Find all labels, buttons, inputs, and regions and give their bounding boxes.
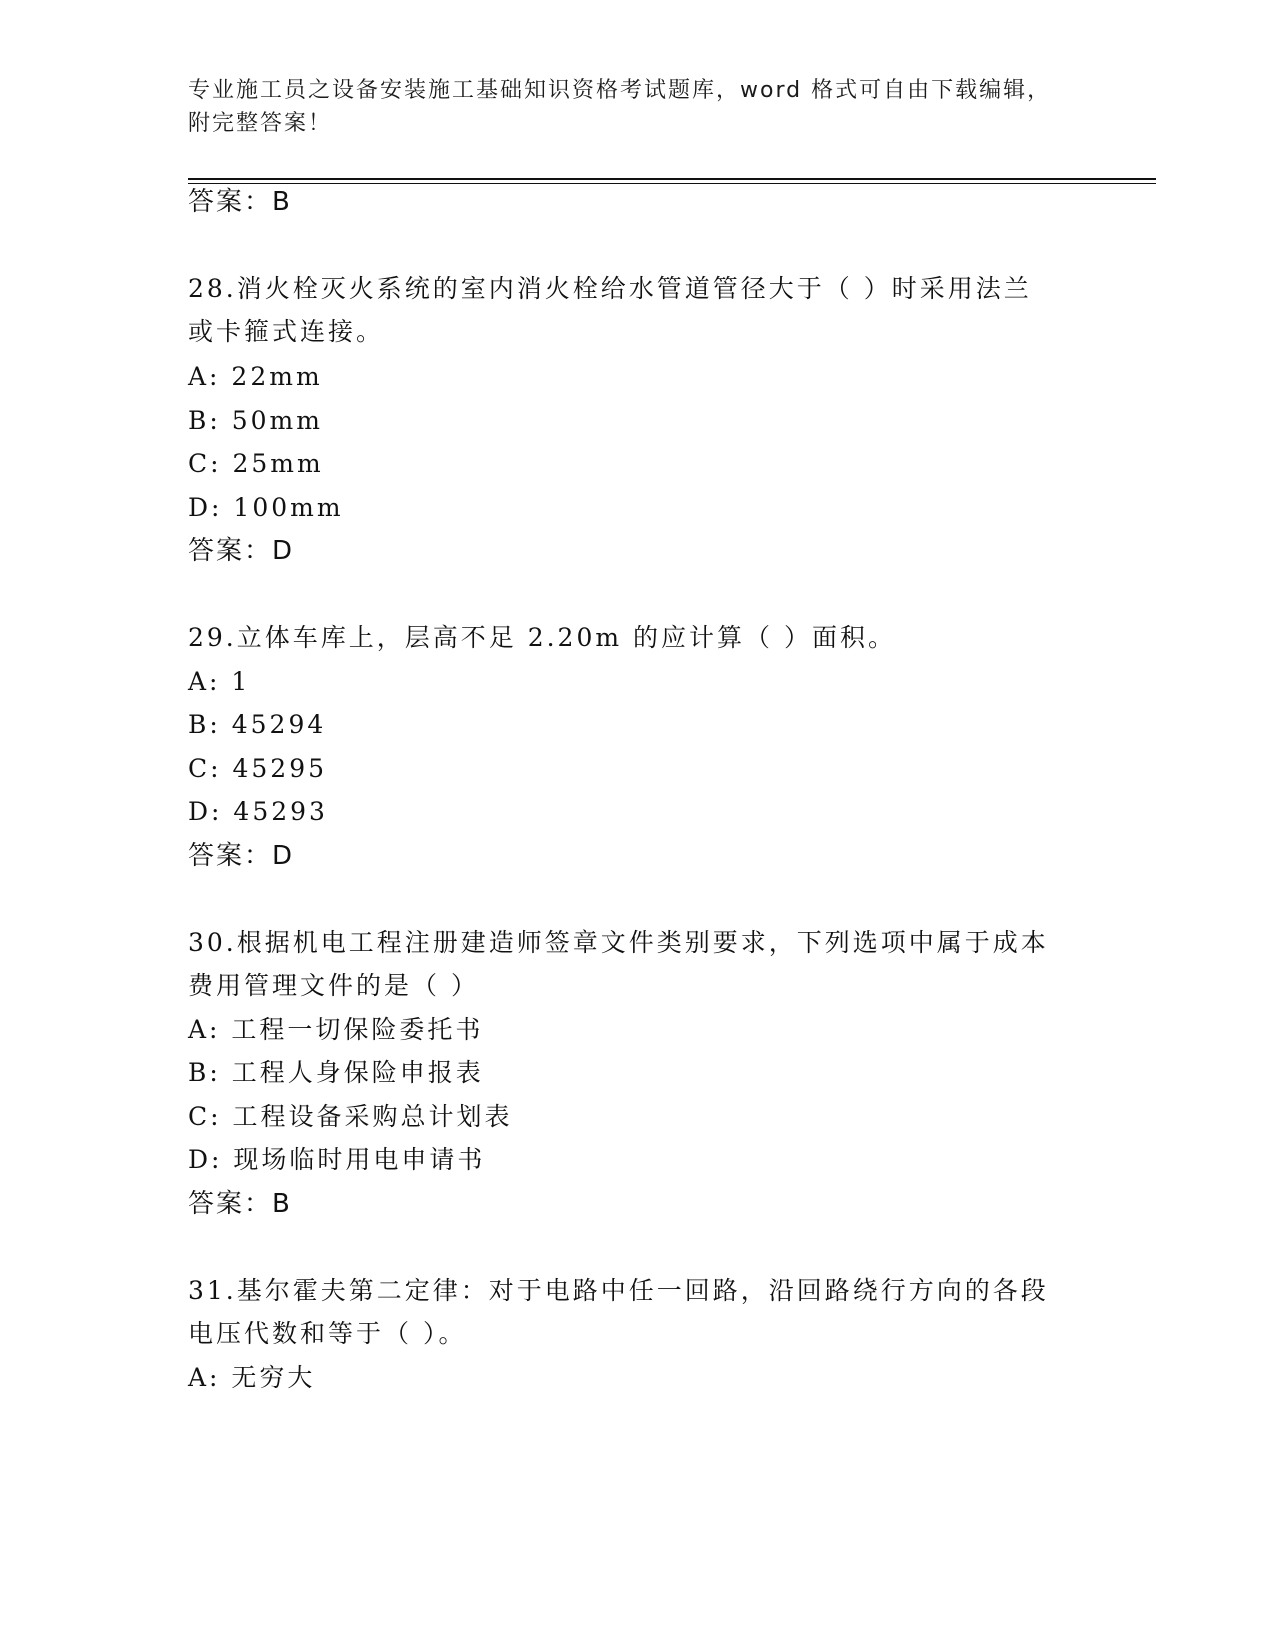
question-29-option-d: D: 45293 xyxy=(188,797,328,826)
question-31-stem-line-2: 电压代数和等于（ ）。 xyxy=(188,1319,467,1348)
question-28-option-a: A: 22mm xyxy=(188,362,323,391)
question-28-stem-line-2: 或卡箍式连接。 xyxy=(188,317,385,346)
header-divider-thick xyxy=(188,178,1156,180)
question-29-answer: 答案：D xyxy=(188,841,295,871)
question-28-answer: 答案：D xyxy=(188,536,295,566)
question-29-option-c: C: 45295 xyxy=(188,754,328,783)
question-29-option-b: B: 45294 xyxy=(188,710,327,739)
question-29-option-a: A: 1 xyxy=(188,667,251,696)
question-30-option-c: C: 工程设备采购总计划表 xyxy=(188,1102,513,1131)
question-30-stem-line-1: 30.根据机电工程注册建造师签章文件类别要求，下列选项中属于成本 xyxy=(188,928,1049,957)
question-29-stem-line-1: 29.立体车库上，层高不足 2.20m 的应计算（ ）面积。 xyxy=(188,623,896,652)
question-28-option-b: B: 50mm xyxy=(188,406,323,435)
header-divider-thin xyxy=(188,183,1156,184)
question-30-option-d: D: 现场临时用电申请书 xyxy=(188,1145,486,1174)
header-line-2: 附完整答案！ xyxy=(188,111,333,136)
question-31-option-a: A: 无穷大 xyxy=(188,1363,316,1392)
header-line-1: 专业施工员之设备安装施工基础知识资格考试题库，word 格式可自由下载编辑， xyxy=(188,78,1052,103)
question-31-stem-line-1: 31.基尔霍夫第二定律：对于电路中任一回路，沿回路绕行方向的各段 xyxy=(188,1276,1049,1305)
question-30-answer: 答案：B xyxy=(188,1189,292,1219)
question-30-option-b: B: 工程人身保险申报表 xyxy=(188,1058,484,1087)
question-30-option-a: A: 工程一切保险委托书 xyxy=(188,1015,484,1044)
question-28-stem-line-1: 28.消火栓灭火系统的室内消火栓给水管道管径大于（ ）时采用法兰 xyxy=(188,274,1032,303)
question-30-stem-line-2: 费用管理文件的是（ ） xyxy=(188,971,479,1000)
document-header xyxy=(188,74,1088,140)
question-28-option-c: C: 25mm xyxy=(188,449,324,478)
answer-line: 答案：B xyxy=(188,187,292,217)
question-28-option-d: D: 100mm xyxy=(188,493,344,522)
